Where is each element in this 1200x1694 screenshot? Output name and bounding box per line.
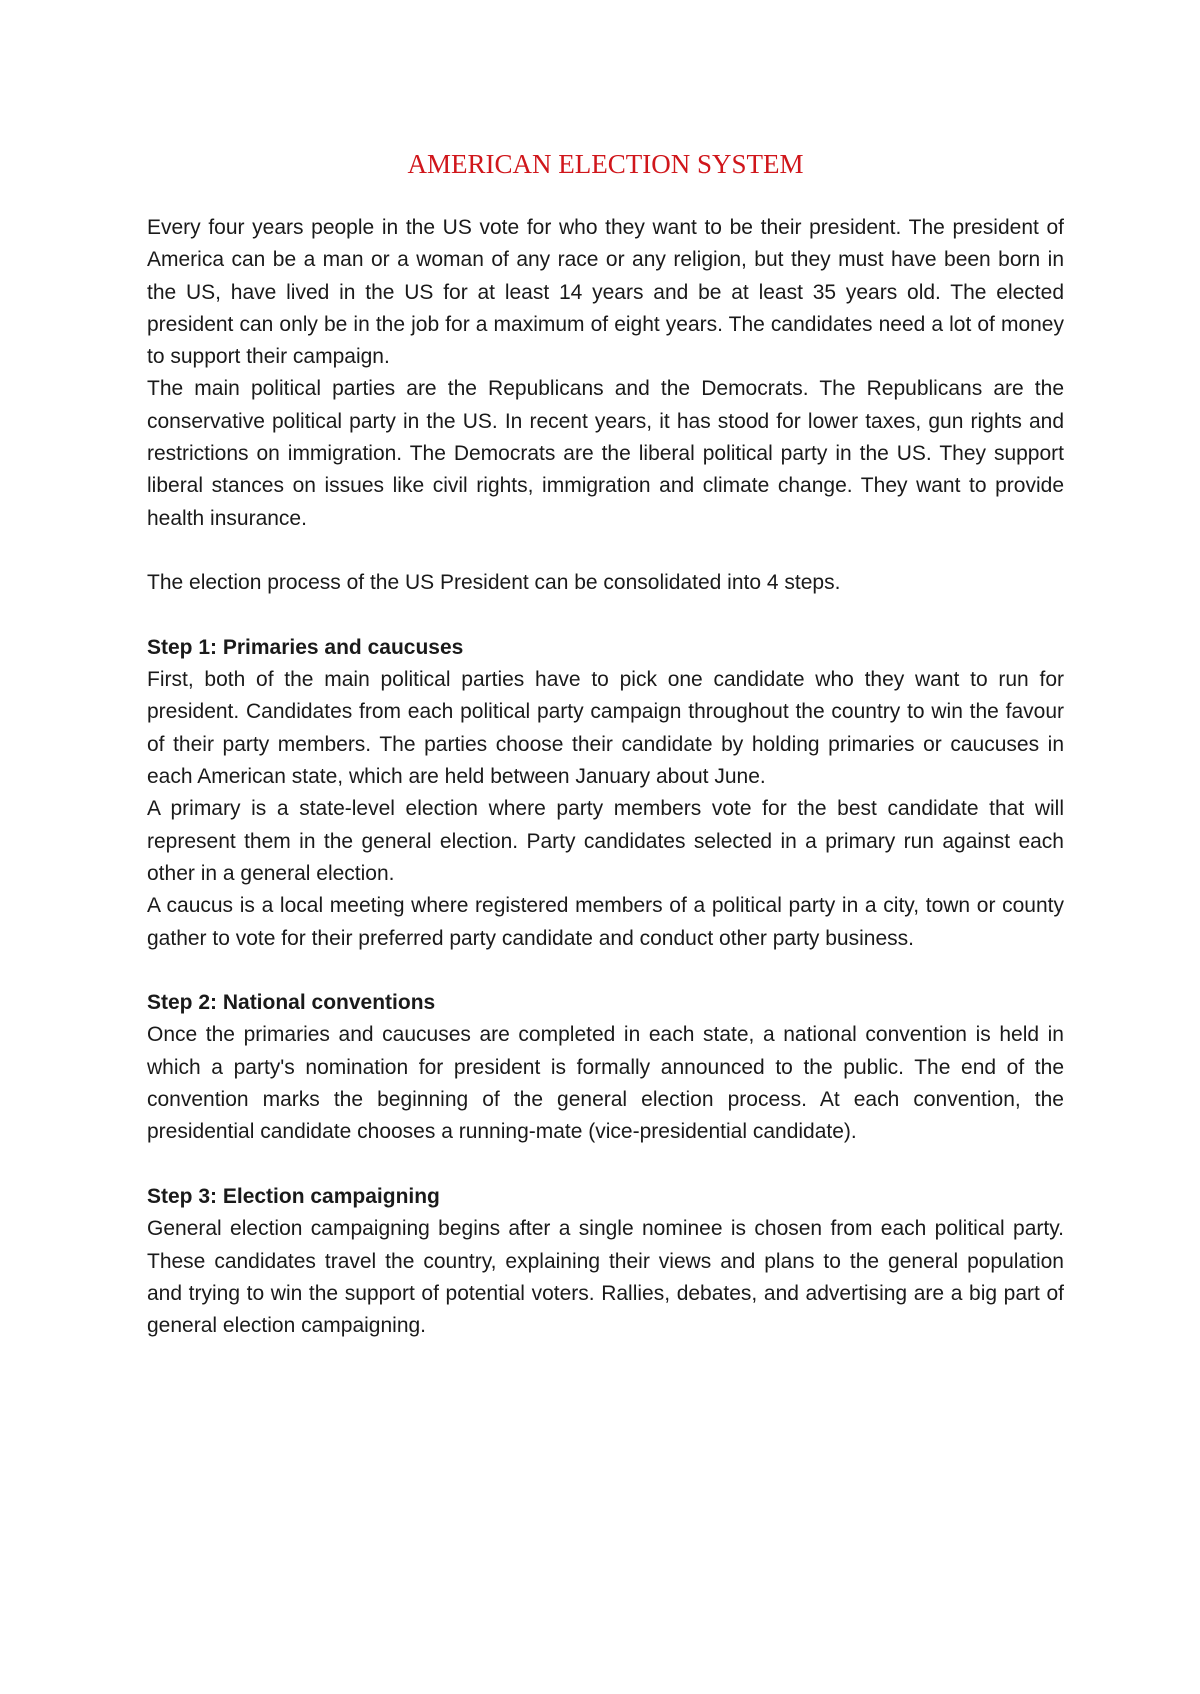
step-heading: Step 2: National conventions	[147, 991, 436, 1015]
step-paragraph: A primary is a state-level election where party members vote for the best candidate that will represent them in the general election. Party candidates selected in a primary run against each other in a general election.	[147, 797, 1064, 885]
document-title: AMERICAN ELECTION SYSTEM	[407, 149, 804, 179]
step-2-section	[147, 987, 1064, 1148]
paragraph-spacer	[147, 535, 1064, 567]
process-intro: The election process of the US President can be consolidated into 4 steps.	[147, 571, 841, 595]
paragraph-spacer	[147, 600, 1064, 632]
step-paragraph: A caucus is a local meeting where registered members of a political party in a city, town or county gather to vote for their preferred party candidate and conduct other party business.	[147, 894, 1064, 950]
paragraph-spacer	[147, 955, 1064, 987]
intro-paragraph: The main political parties are the Republicans and the Democrats. The Republicans are the conservative political party in the US. In recent years, it has stood for lower taxes, gun rights and restrictions on immigration. The Democrats are the liberal political party in the US. They support liberal stances on issues like civil rights, immigration and climate change. They want to provide health insurance.	[147, 377, 1064, 530]
step-paragraph: General election campaigning begins after a single nominee is chosen from each political party. These candidates travel the country, explaining their views and plans to the general population and trying to win the support of potential voters. Rallies, debates, and advertising are a big part of general election campaigning.	[147, 1217, 1064, 1338]
document-body	[147, 146, 1064, 1342]
intro-paragraph: Every four years people in the US vote for who they want to be their president. The president of America can be a man or a woman of any race or any religion, but they must have been born in the US, have lived in the US for at least 14 years and be at least 35 years old. The elected president can only be in the job for a maximum of eight years. The candidates need a lot of money to support their campaign.	[147, 216, 1064, 369]
step-1-section	[147, 632, 1064, 955]
paragraph-spacer	[147, 1149, 1064, 1181]
step-heading: Step 1: Primaries and caucuses	[147, 635, 464, 659]
step-paragraph: First, both of the main political parties have to pick one candidate who they want to run for president. Candidates from each political party campaign throughout the country to win the favour of their party members. The parties choose their candidate by holding primaries or caucuses in each American state, which are held between January about June.	[147, 668, 1064, 789]
step-paragraph: Once the primaries and caucuses are completed in each state, a national convention is held in which a party's nomination for president is formally announced to the public. The end of the convention marks the beginning of the general election process. At each convention, the presidential candidate chooses a running-mate (vice-presidential candidate).	[147, 1023, 1064, 1144]
step-heading: Step 3: Election campaigning	[147, 1184, 440, 1208]
step-3-section	[147, 1181, 1064, 1342]
